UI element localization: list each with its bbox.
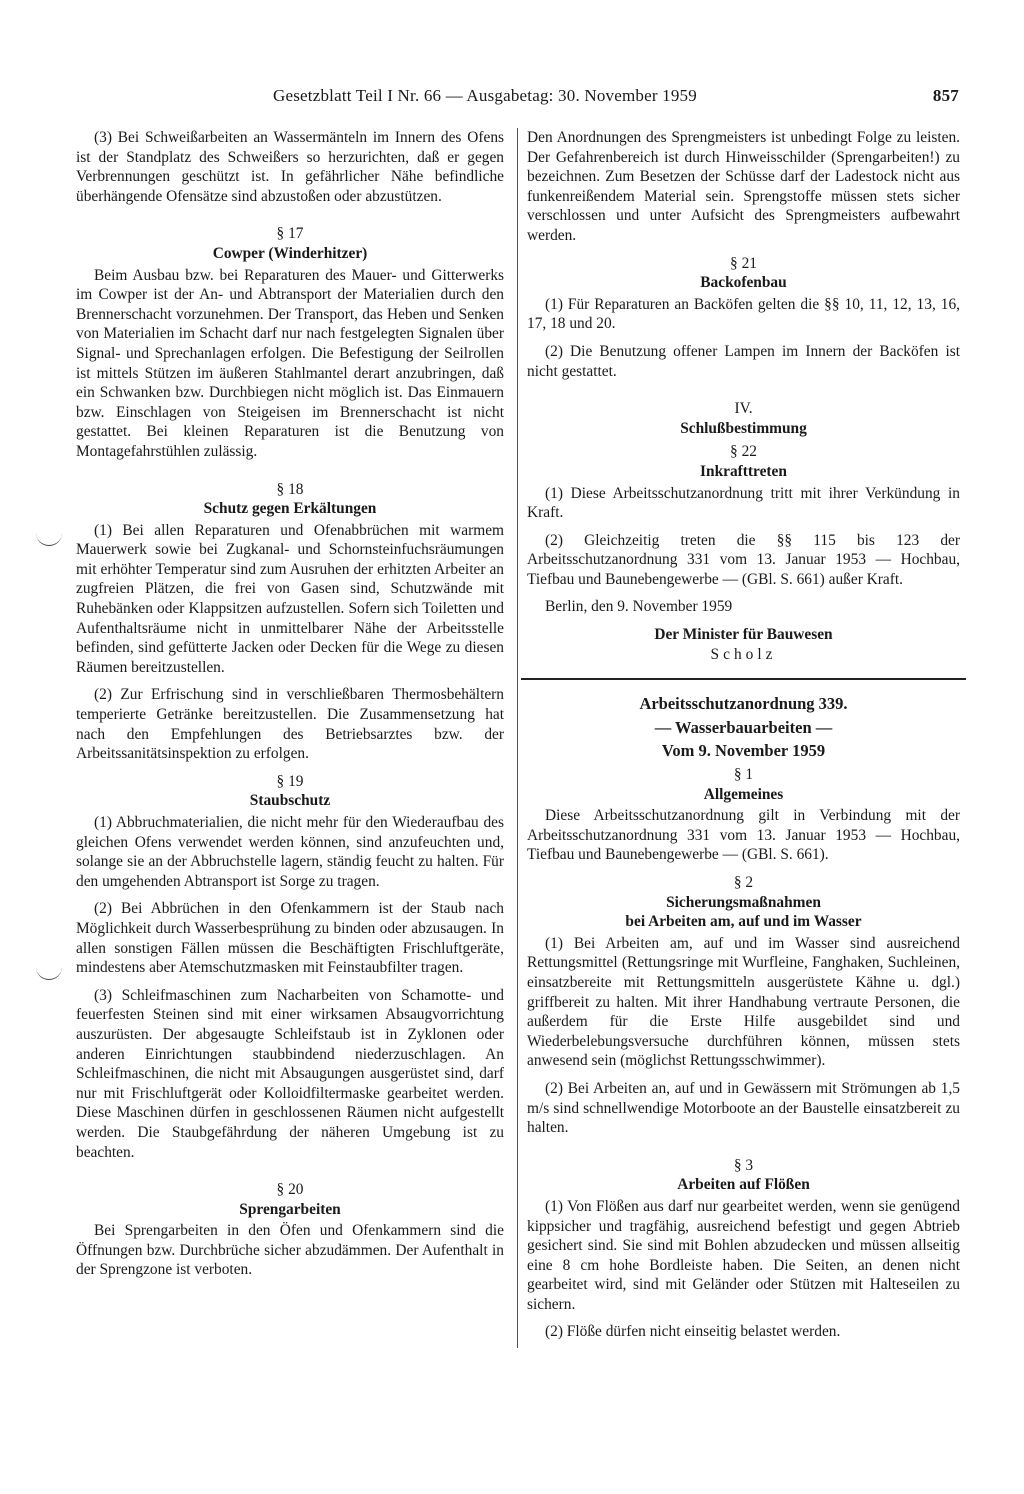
signer-title: Der Minister für Bauwesen <box>654 626 833 644</box>
paragraph: (2) Zur Erfrischung sind in verschließbaren Thermosbehältern temperierte Getränke bereitzustellen. Die Zusammensetzung hat nach den Empfehlungen des Betriebsarztes bzw. der Arbeitssanitätsinspektion zu erfolgen. <box>76 686 504 763</box>
section-title: Inkrafttreten <box>700 462 787 480</box>
paragraph: (3) Schleifmaschinen zum Nacharbeiten von Schamotte- und feuerfesten Steinen sind mit einer wirksamen Absaugvorrichtung auszurüsten. Der abgesaugte Schleifstaub ist in Zyklonen oder anderen Einrichtungen staubbindend niederzuschlagen. An Schleifmaschinen, die nicht mit Absaugungen ausgerüstet sind, darf nur mit Frischluftgerät oder Kolloidfiltermaske gearbeitet werden. Diese Maschinen dürfen in geschlossenen Räumen nicht aufgestellt werden. Die Staubgefährdung der näheren Umgebung ist zu beachten. <box>76 986 504 1161</box>
section-number: § 20 <box>276 1181 304 1199</box>
paragraph: (1) Bei allen Reparaturen und Ofenabbrüchen mit warmem Mauerwerk sowie bei Zugkanal- und Schornsteinfuchsräumungen mit erhöhter Temperatur sind zum Ausruhen der erhitzten Arbeiter an zugfreien Plätzen, die frei von Gasen sind, Schutzwände mit Ruhebänken oder Klappsitzen aufzustellen. Sofern sich Toiletten und Aufenthaltsräume nicht in unmittelbarer Nähe der Arbeitsstelle befinden, sind gefütterte Jacken oder Decken für die Wege zu diesen Räumen bereitzustellen. <box>76 521 504 676</box>
signer-name: Scholz <box>710 645 777 663</box>
left-column <box>76 128 504 1288</box>
order-subtitle: — Wasserbauarbeiten — <box>654 717 833 737</box>
paragraph: (1) Bei Arbeiten am, auf und im Wasser sind ausreichend Rettungsmittel (Rettungsringe mit Wurfleine, Fanghaken, Suchleinen, einsatzbereite mit Rettungsmitteln ausgerüstete Kähne u. dgl.) griffbereit zu halten. Mit ihrer Handhabung vertraute Personen, die außerdem für die Erste Hilfe ausgebildet sind und Wiederbelebungsversuche durchführen können, müssen stets anwesend sein (möglichst Rettungsschwimmer). <box>527 934 960 1070</box>
section-number: § 17 <box>276 225 304 243</box>
paragraph: (2) Flöße dürfen nicht einseitig belastet werden. <box>545 1323 841 1341</box>
section-title: Schutz gegen Erkältungen <box>203 500 377 518</box>
paragraph: (1) Diese Arbeitsschutzanordnung tritt mit ihrer Verkündung in Kraft. <box>527 484 960 522</box>
paragraph: (2) Die Benutzung offener Lampen im Innern der Backöfen ist nicht gestattet. <box>527 342 960 380</box>
column-divider <box>517 128 518 1348</box>
paragraph: (1) Von Flößen aus darf nur gearbeitet werden, wenn sie genügend kippsicher und tragfähig, ausreichend befestigt und gegen Abtrieb gesichert sind. Sie sind mit Bohlen abzudecken und müssen allseitig eine 8 cm hohe Bordleiste haben. Die Seiten, an denen nicht gearbeitet wird, sind mit Geländer oder Stützen mit Halteseilen zu sichern. <box>527 1197 960 1313</box>
section-title: Allgemeines <box>703 785 784 803</box>
margin-mark <box>36 967 62 980</box>
paragraph: (2) Bei Abbrüchen in den Ofenkammern ist der Staub nach Möglichkeit durch Wasserbesprühung zu binden oder abzusaugen. In allen sonstigen Fällen müssen die Beschäftigten Frischluftgeräte, mindestens aber Atemschutzmasken mit Feinstaubfilter tragen. <box>76 900 504 977</box>
section-number: § 21 <box>730 254 757 272</box>
section-number: § 3 <box>733 1156 754 1174</box>
page-header <box>273 86 959 110</box>
paragraph: Den Anordnungen des Sprengmeisters ist unbedingt Folge zu leisten. Der Gefahrenbereich ist durch Hinweisschilder (Sprengarbeiten!) zu bezeichnen. Zum Besetzen der Schüsse darf der Ladestock nicht aus funkenreißendem Material sein. Sprengstoffe müssen stets sicher verschlossen und unter Aufsicht des Sprengmeisters aufbewahrt werden. <box>527 129 960 244</box>
paragraph: Bei Sprengarbeiten in den Öfen und Ofenkammern sind die Öffnungen bzw. Durchbrüche sicher abzudämmen. Der Aufenthalt in der Sprengzone ist verboten. <box>76 1222 504 1279</box>
section-title: bei Arbeiten am, auf und im Wasser <box>625 913 862 931</box>
section-title: Backofenbau <box>700 274 787 292</box>
order-date: Vom 9. November 1959 <box>661 741 826 761</box>
section-number: § 1 <box>733 766 754 784</box>
paragraph: (2) Gleichzeitig treten die §§ 115 bis 123 der Arbeitsschutzanordnung 331 vom 13. Januar 1953 — Hochbau, Tiefbau und Baunebengewerbe — (GBl. S. 661) außer Kraft. <box>527 531 960 588</box>
place-date: Berlin, den 9. November 1959 <box>545 598 733 616</box>
order-title: Arbeitsschutzanordnung 339. <box>639 694 848 714</box>
section-title: Sicherungsmaßnahmen <box>666 893 821 911</box>
paragraph: Beim Ausbau bzw. bei Reparaturen des Mauer- und Gitterwerks im Cowper ist der An- und Abtransport der Materialien durch den Brennerschacht vorzunehmen. Der Transport, das Heben und Senken von Materialien im Schacht darf nur nach festgelegten Signalen über Signal- und Sprechanlagen erfolgen. Die Befestigung der Seilrollen ist mittels Stützen im äußeren Stahlmantel derart anzubringen, daß ein Schwanken bzw. Durchbiegen nicht möglich ist. Das Einmauern bzw. Einschlagen von Steigeisen im Brennerschacht ist nicht gestattet. Bei kleinen Reparaturen ist die Benutzung von Montagefahrstühlen zulässig. <box>76 266 504 460</box>
page-number: 857 <box>932 86 959 105</box>
paragraph: (2) Bei Arbeiten an, auf und in Gewässern mit Strömungen ab 1,5 m/s sind schnellwendige Motorboote an der Baustelle einsatzbereit zu halten. <box>527 1079 960 1137</box>
paragraph: (1) Für Reparaturen an Backöfen gelten die §§ 10, 11, 12, 13, 16, 17, 18 und 20. <box>527 295 960 333</box>
section-title: Cowper (Winderhitzer) <box>212 244 368 262</box>
section-number: § 18 <box>276 480 304 498</box>
paragraph: (3) Bei Schweißarbeiten an Wassermänteln im Innern des Ofens ist der Standplatz des Schweißers so herzurichten, daß er gegen Verbrennungen geschützt ist. In gefährlicher Nähe befindliche überhängende Ofensätze sind abzustoßen oder abzustützen. <box>76 129 504 205</box>
section-number: § 22 <box>730 443 757 461</box>
part-number: IV. <box>734 400 753 418</box>
paragraph: Diese Arbeitsschutzanordnung gilt in Verbindung mit der Arbeitsschutzanordnung 331 vom 13. Januar 1953 — Hochbau, Tiefbau und Baunebengewerbe — (GBl. S. 661). <box>527 807 960 864</box>
section-title: Sprengarbeiten <box>239 1200 341 1218</box>
section-title: Arbeiten auf Flößen <box>677 1176 810 1194</box>
part-title: Schlußbestimmung <box>680 419 807 437</box>
section-number: § 19 <box>276 772 304 790</box>
section-number: § 2 <box>733 874 754 891</box>
right-column <box>527 128 960 1350</box>
paragraph: (1) Abbruchmaterialien, die nicht mehr für den Wiederaufbau des gleichen Ofens verwendet werden können, sind anzufeuchten und, solange sie an der Abbruchstelle lagern, ständig feucht zu halten. Für den umgehenden Abtransport ist Sorge zu tragen. <box>76 814 504 890</box>
section-rule <box>521 678 966 680</box>
section-title: Staubschutz <box>249 792 331 810</box>
header-title: Gesetzblatt Teil I Nr. 66 — Ausgabetag: 30. November 1959 <box>273 86 697 105</box>
margin-mark <box>36 533 62 546</box>
